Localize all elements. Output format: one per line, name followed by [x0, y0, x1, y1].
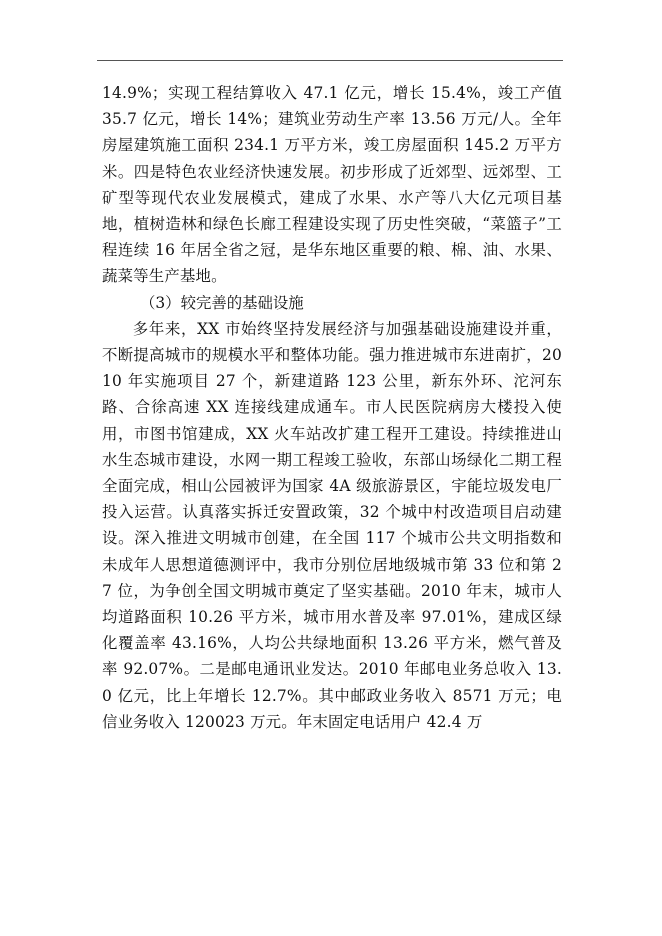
paragraph-continued: 14.9%；实现工程结算收入 47.1 亿元，增长 15.4%，竣工产值 35.7 亿元，增长 14%；建筑业劳动生产率 13.56 万元/人。全年房屋建筑施工面积 234.1 万平方米，竣工房屋面积 145.2 万平方米。四是特色农业经济快速发展。初步形成了近郊型、远郊型、工矿型等现代农业发展模式，建成了水果、水产等八大亿元项目基地，植树造林和绿色长廊工程建设实现了历史性突破，“菜篮子”工程连续 16 年居全省之冠，是华东地区重要的粮、棉、油、水果、蔬菜等生产基地。	[102, 84, 562, 286]
paragraph-infrastructure: 多年来，XX 市始终坚持发展经济与加强基础设施建设并重，不断提高城市的规模水平和整体功能。强力推进城市东进南扩，2010 年实施项目 27 个，新建道路 123 公里，新东外环、沱河东路、合徐高速 XX 连接线建成通车。市人民医院病房大楼投入使用，市图书馆建成，XX 火车站改扩建工程开工建设。持续推进山水生态城市建设，水网一期工程竣工验收，东部山场绿化二期工程全面完成，相山公园被评为国家 4A 级旅游景区，宇能垃圾发电厂投入运营。认真落实拆迁安置政策，32 个城中村改造项目启动建设。深入推进文明城市创建，在全国 117 个城市公共文明指数和未成年人思想道德测评中，我市分别位居地级城市第 33 位和第 27 位，为争创全国文明城市奠定了坚实基础。2010 年末，城市人均道路面积 10.26 平方米，城市用水普及率 97.01%，建成区绿化覆盖率 43.16%，人均公共绿地面积 13.26 平方米，燃气普及率 92.07%。二是邮电通讯业发达。2010 年邮电业务总收入 13.0 亿元，比上年增长 12.7%。其中邮政业务收入 8571 万元；电信业务收入 120023 万元。年末固定电话用户 42.4 万	[102, 319, 562, 731]
header-rule	[97, 60, 563, 61]
page-content	[102, 80, 562, 735]
section-heading: （3）较完善的基础设施	[140, 293, 304, 312]
